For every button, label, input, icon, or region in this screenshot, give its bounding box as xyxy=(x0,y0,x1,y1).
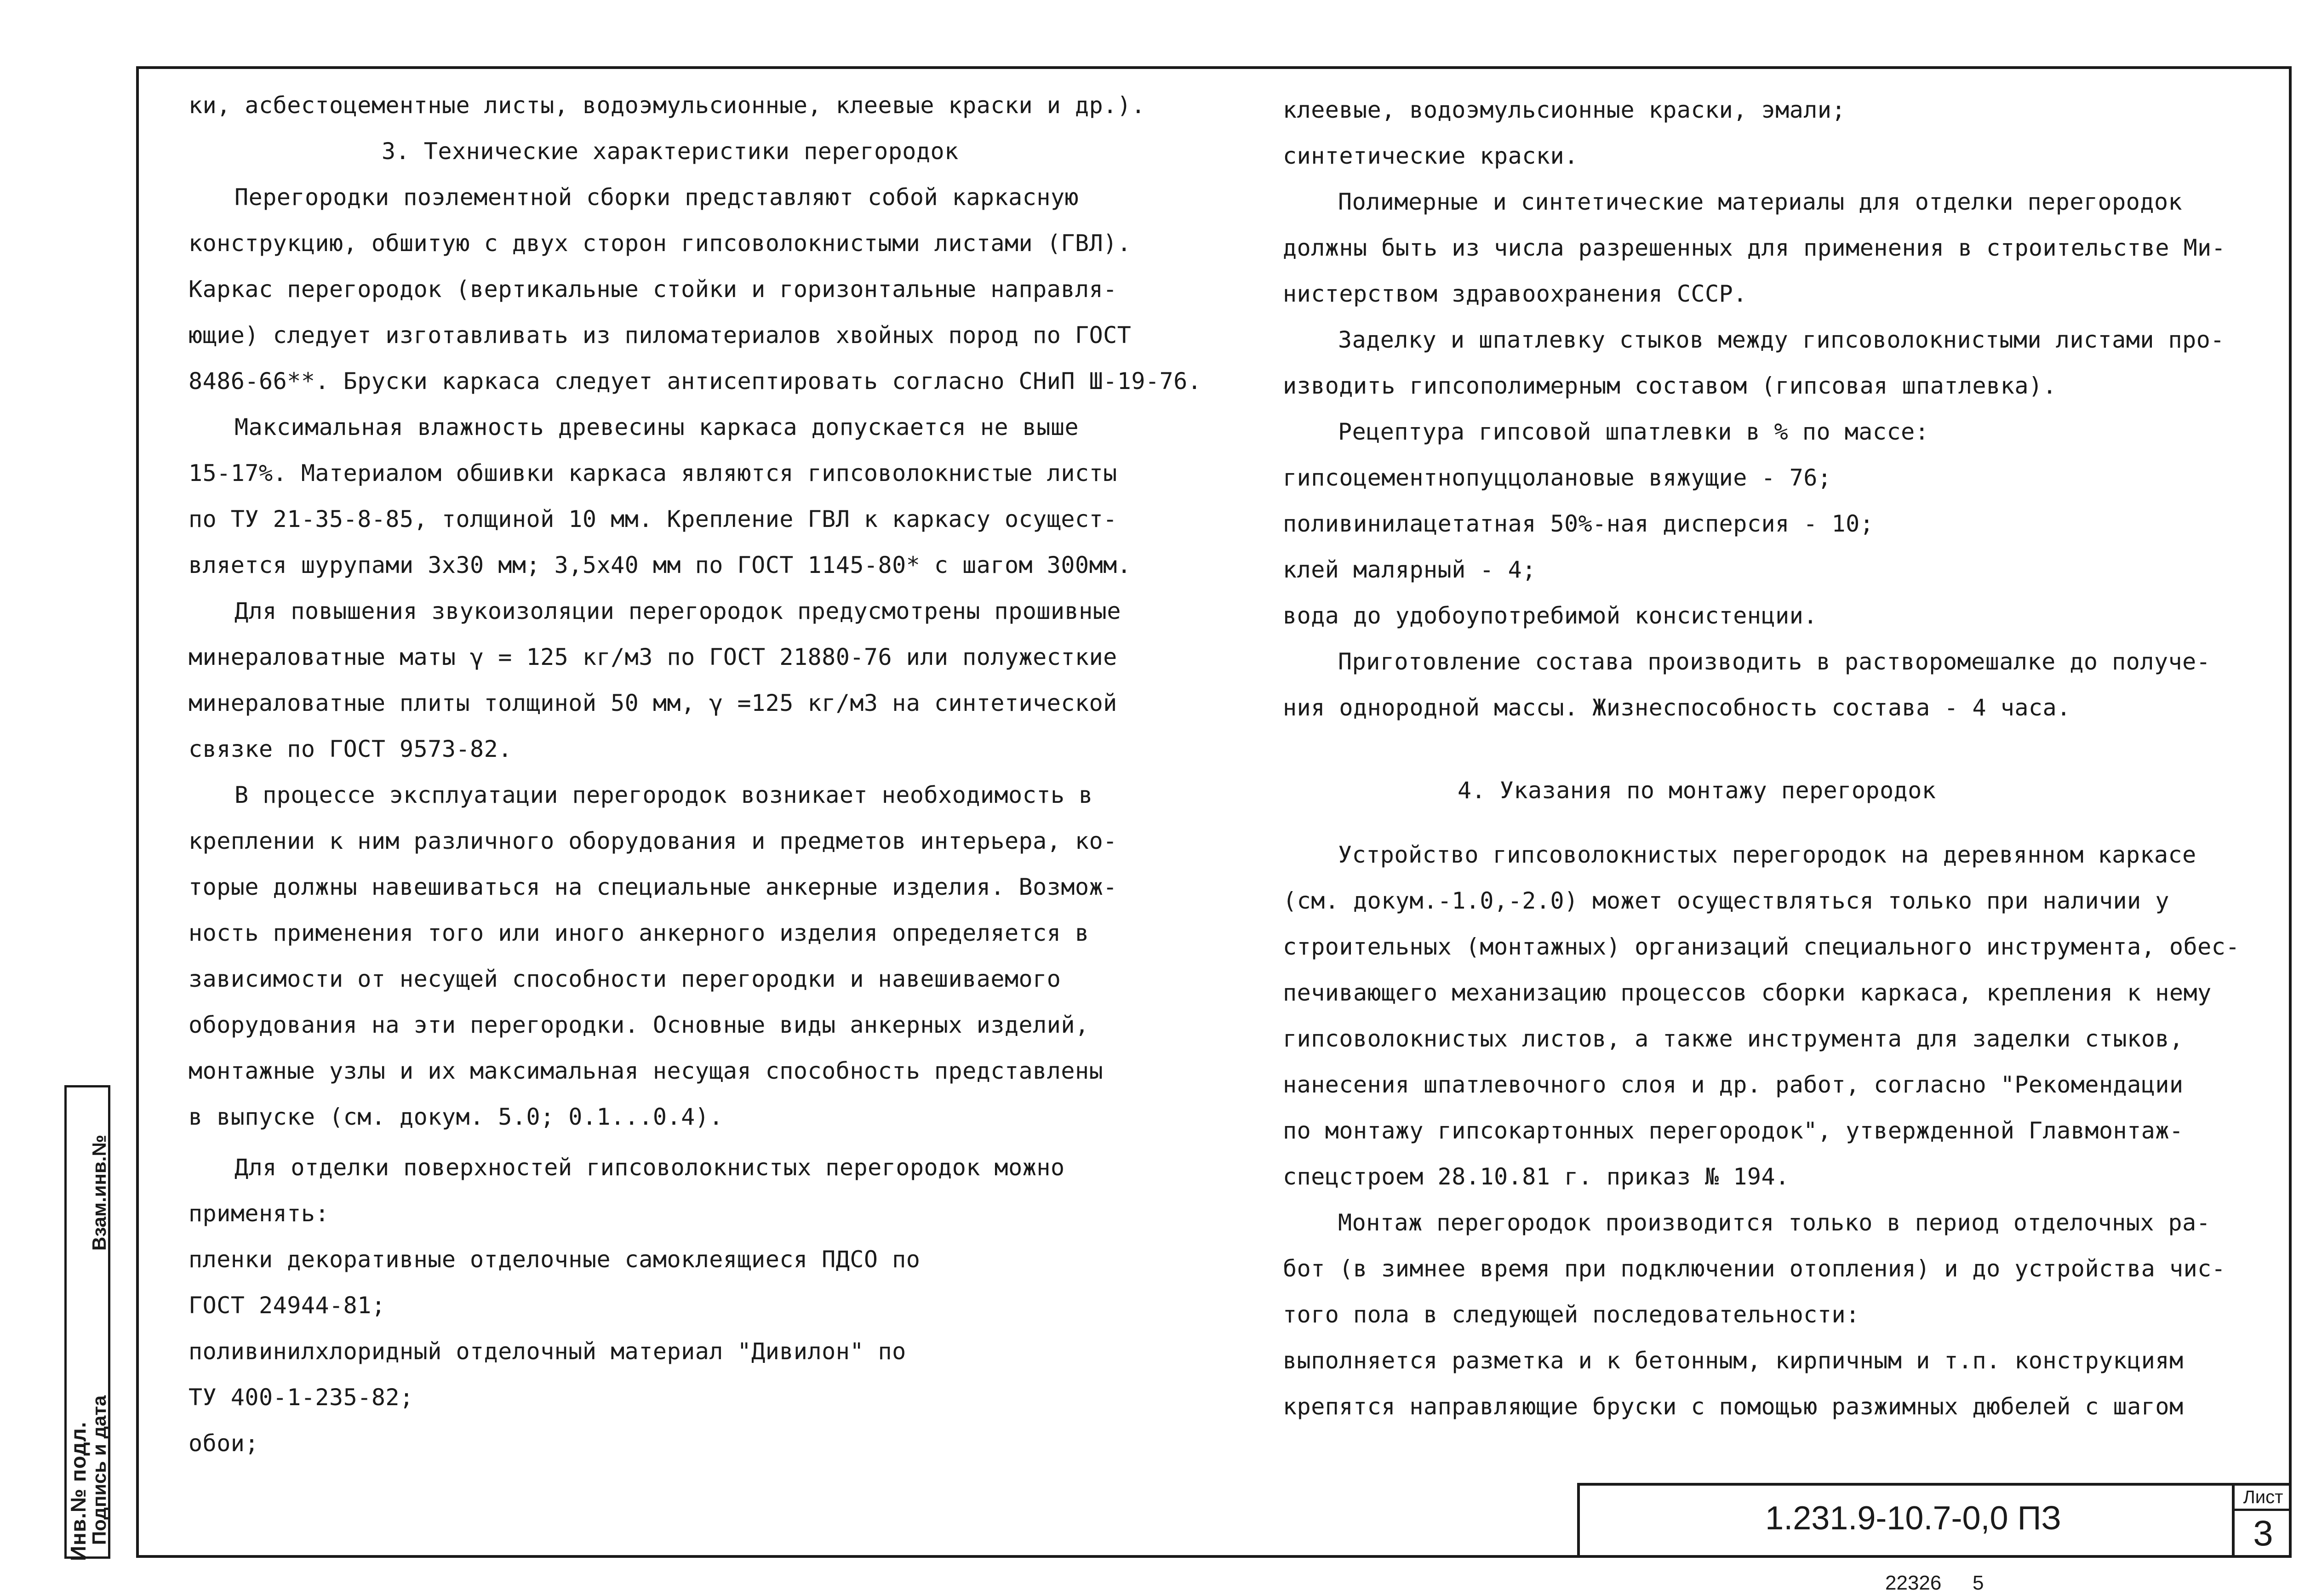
text-line: Каркас перегородок (вертикальные стойки и горизонтальные направля- xyxy=(189,276,1117,303)
text-line: связке по ГОСТ 9573-82. xyxy=(189,736,512,762)
archive-number: 22326 xyxy=(1885,1572,1942,1594)
text-line: Для повышения звукоизоляции перегородок предусмотрены прошивные xyxy=(234,598,1121,624)
text-line: спецстроем 28.10.81 г. приказ № 194. xyxy=(1283,1163,1790,1190)
text-line: конструкцию, обшитую с двух сторон гипсоволокнистыми листами (ГВЛ). xyxy=(189,230,1132,257)
text-line: печивающего механизацию процессов сборки каркаса, крепления к нему xyxy=(1283,979,2212,1006)
text-line: того пола в следующей последовательности: xyxy=(1283,1301,1860,1328)
text-line: Заделку и шпатлевку стыков между гипсоволокнистыми листами про- xyxy=(1338,326,2225,353)
sheet-cell xyxy=(2232,1486,2292,1558)
text-line: по монтажу гипсокартонных перегородок", утвержденной Главмонтаж- xyxy=(1283,1117,2184,1144)
text-line: вода до удобоупотребимой консистенции. xyxy=(1283,602,1818,629)
text-line: ность применения того или иного анкерного изделия определяется в xyxy=(189,920,1089,946)
text-line: в выпуске (см. докум. 5.0; 0.1...0.4). xyxy=(189,1104,723,1130)
text-line: поливинилацетатная 50%-ная дисперсия - 10; xyxy=(1283,510,1874,537)
sheet-number: 3 xyxy=(2253,1513,2273,1553)
text-line: обои; xyxy=(189,1430,259,1457)
text-line: ки, асбестоцементные листы, водоэмульсионные, клеевые краски и др.). xyxy=(189,92,1145,119)
text-line: минераловатные маты γ = 125 кг/м3 по ГОСТ 21880-76 или полужесткие xyxy=(189,644,1117,670)
text-line: Полимерные и синтетические материалы для отделки перегородок xyxy=(1338,189,2183,215)
text-line: строительных (монтажных) организаций специального инструмента, обес- xyxy=(1283,933,2240,960)
text-line: вляется шурупами 3х30 мм; 3,5х40 мм по ГОСТ 1145-80* с шагом 300мм. xyxy=(189,552,1132,578)
text-line: клеевые, водоэмульсионные краски, эмали; xyxy=(1283,97,1846,123)
text-line: 3. Технические характеристики перегородок xyxy=(382,138,959,165)
sheet-label: Лист xyxy=(2235,1486,2292,1511)
text-line: выполняется разметка и к бетонным, кирпичным и т.п. конструкциям xyxy=(1283,1347,2184,1374)
text-line: торые должны навешиваться на специальные анкерные изделия. Возмож- xyxy=(189,874,1117,900)
text-line: поливинилхлоридный отделочный материал "Дивилон" по xyxy=(189,1338,906,1365)
text-line: гипсоволокнистых листов, а также инструмента для заделки стыков, xyxy=(1283,1025,2184,1052)
text-line: клей малярный - 4; xyxy=(1283,556,1536,583)
text-line: Приготовление состава производить в растворомешалке до получе- xyxy=(1338,648,2211,675)
text-line: ГОСТ 24944-81; xyxy=(189,1292,386,1319)
text-line: Максимальная влажность древесины каркаса допускается не выше xyxy=(234,414,1079,440)
text-line: по ТУ 21-35-8-85, толщиной 10 мм. Крепление ГВЛ к каркасу осущест- xyxy=(189,506,1117,532)
text-line: гипсоцементнопуццолановые вяжущие - 76; xyxy=(1283,464,1832,491)
text-line: В процессе эксплуатации перегородок возникает необходимость в xyxy=(234,782,1093,808)
text-line: 4. Указания по монтажу перегородок xyxy=(1458,777,1936,804)
text-line: нистерством здравоохранения СССР. xyxy=(1283,280,1747,307)
text-line: синтетические краски. xyxy=(1283,143,1578,169)
text-line: монтажные узлы и их максимальная несущая способность представлены xyxy=(189,1058,1104,1084)
text-line: применять: xyxy=(189,1200,330,1227)
text-line: должны быть из числа разрешенных для применения в строительстве Ми- xyxy=(1283,235,2226,261)
side-stamp-labels xyxy=(64,1085,110,1559)
text-line: Устройство гипсоволокнистых перегородок на деревянном каркасе xyxy=(1338,841,2196,868)
copy-number: 5 xyxy=(1973,1572,1984,1594)
text-line: Рецептура гипсовой шпатлевки в % по массе: xyxy=(1338,418,1929,445)
text-line: (см. докум.-1.0,-2.0) может осуществляться только при наличии у xyxy=(1283,887,2169,914)
text-line: изводить гипсополимерным составом (гипсовая шпатлевка). xyxy=(1283,372,2057,399)
text-line: ющие) следует изготавливать из пиломатериалов хвойных пород по ГОСТ xyxy=(189,322,1132,349)
side-label-inv: Инв.№ подл. xyxy=(66,1421,90,1561)
text-line: крепятся направляющие бруски с помощью разжимных дюбелей с шагом xyxy=(1283,1393,2184,1420)
text-line: минераловатные плиты толщиной 50 мм, γ =125 кг/м3 на синтетической xyxy=(189,690,1117,716)
document-code: 1.231.9-10.7-0,0 ПЗ xyxy=(1765,1500,2061,1537)
text-line: Для отделки поверхностей гипсоволокнистых перегородок можно xyxy=(234,1154,1065,1181)
text-line: Перегородки поэлементной сборки представляют собой каркасную xyxy=(234,184,1079,211)
text-line: пленки декоративные отделочные самоклеящиеся ПДСО по xyxy=(189,1246,921,1273)
text-line: зависимости от несущей способности перегородки и навешиваемого xyxy=(189,966,1061,992)
title-block xyxy=(1577,1483,2292,1558)
side-label-replace: Взам.инв.№ xyxy=(88,1134,110,1251)
text-line: ТУ 400-1-235-82; xyxy=(189,1384,414,1411)
text-line: 15-17%. Материалом обшивки каркаса являются гипсоволокнистые листы xyxy=(189,460,1117,486)
text-line: оборудования на эти перегородки. Основные виды анкерных изделий, xyxy=(189,1012,1089,1038)
text-line: креплении к ним различного оборудования и предметов интерьера, ко- xyxy=(189,828,1117,854)
text-line: нанесения шпатлевочного слоя и др. работ, согласно "Рекомендации xyxy=(1283,1071,2184,1098)
text-line: ния однородной массы. Жизнеспособность состава - 4 часа. xyxy=(1283,694,2071,721)
text-line: бот (в зимнее время при подключении отопления) и до устройства чис- xyxy=(1283,1255,2226,1282)
text-line: Монтаж перегородок производится только в период отделочных ра- xyxy=(1338,1209,2211,1236)
text-line: 8486-66**. Бруски каркаса следует антисептировать согласно СНиП Ш-19-76. xyxy=(189,368,1202,395)
side-label-sign: Подпись и дата xyxy=(88,1395,110,1545)
